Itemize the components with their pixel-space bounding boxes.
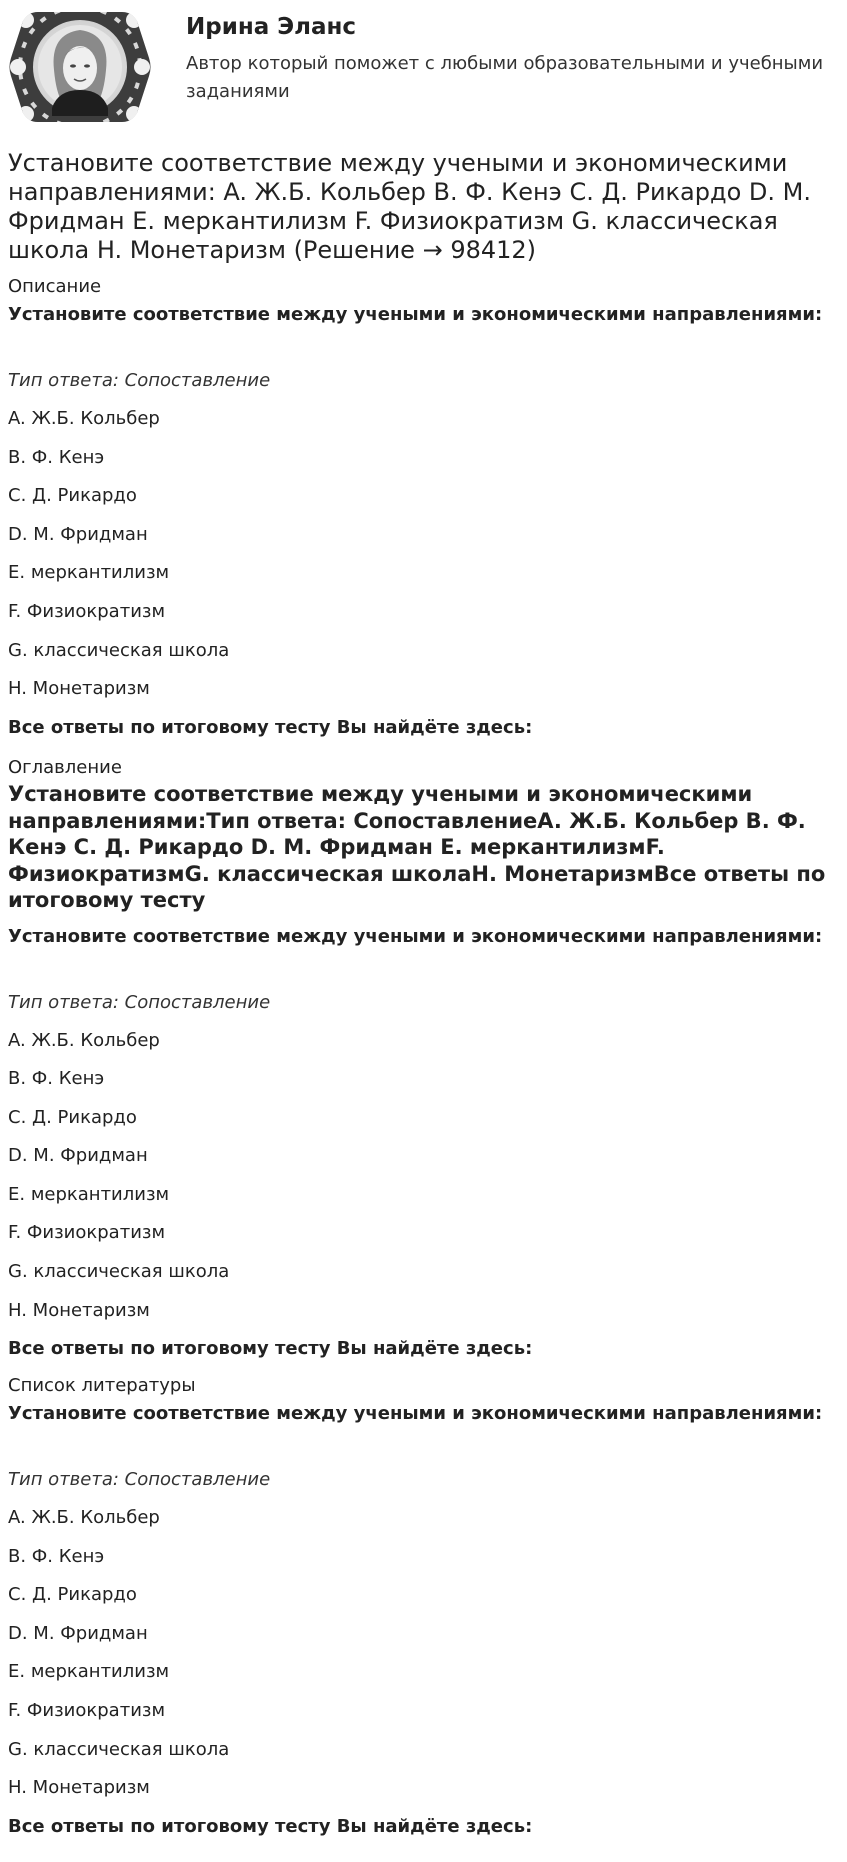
description-section xyxy=(8,276,838,753)
option-a: A. Ж.Б. Кольбер xyxy=(8,1029,160,1051)
literature-section xyxy=(8,1375,838,1852)
toc-section xyxy=(8,757,838,1374)
option-b: B. Ф. Кенэ xyxy=(8,446,105,468)
toc-heading: Установите соответствие между учеными и экономическими направлениями:Тип ответа: СопоставлениеA. Ж.Б. Кольбер B. Ф. Кенэ C. Д. Рикардо D. М. Фридман E. меркантилизмF. ФизиократизмG. классическая школаH. МонетаризмВсе ответы по итоговому тесту xyxy=(8,782,826,912)
question-text: Установите соответствие между учеными и экономическими направлениями: xyxy=(8,1403,823,1424)
option-c: C. Д. Рикардо xyxy=(8,485,137,507)
description-label: Описание xyxy=(8,276,102,297)
option-h: H. Монетаризм xyxy=(8,1777,150,1799)
toc-label: Оглавление xyxy=(8,757,122,778)
page-title: Установите соответствие между учеными и экономическими направлениями: A. Ж.Б. Кольбер B. Ф. Кенэ C. Д. Рикардо D. М. Фридман E. меркантилизм F. Физиократизм G. классическая школа H. Монетаризм (Решение → 98412) xyxy=(8,149,811,264)
option-c: C. Д. Рикардо xyxy=(8,1106,137,1128)
author-name[interactable]: Ирина Эланс xyxy=(186,14,357,40)
author-avatar xyxy=(8,6,152,128)
author-block xyxy=(0,0,847,264)
option-e: E. меркантилизм xyxy=(8,1183,170,1205)
question-text: Установите соответствие между учеными и экономическими направлениями: xyxy=(8,304,823,325)
question-text: Установите соответствие между учеными и экономическими направлениями: xyxy=(8,925,823,947)
answer-type: Тип ответа: Сопоставление xyxy=(8,370,271,391)
literature-label: Список литературы xyxy=(8,1375,196,1396)
answer-type: Тип ответа: Сопоставление xyxy=(8,1469,271,1490)
all-answers-note: Все ответы по итоговому тесту Вы найдёте здесь: xyxy=(8,1815,533,1837)
all-answers-note: Все ответы по итоговому тесту Вы найдёте здесь: xyxy=(8,716,533,738)
option-e: E. меркантилизм xyxy=(8,1661,170,1683)
option-h: H. Монетаризм xyxy=(8,678,150,700)
author-description: Автор который поможет с любыми образовательными и учебными заданиями xyxy=(186,53,824,102)
option-f: F. Физиократизм xyxy=(8,600,166,622)
all-answers-note: Все ответы по итоговому тесту Вы найдёте здесь: xyxy=(8,1338,533,1360)
option-b: B. Ф. Кенэ xyxy=(8,1545,105,1567)
option-h: H. Монетаризм xyxy=(8,1299,150,1321)
answer-type: Тип ответа: Сопоставление xyxy=(8,991,271,1013)
option-a: A. Ж.Б. Кольбер xyxy=(8,408,160,429)
option-d: D. М. Фридман xyxy=(8,1145,148,1167)
option-d: D. М. Фридман xyxy=(8,1622,148,1644)
option-f: F. Физиократизм xyxy=(8,1699,166,1721)
option-a: A. Ж.Б. Кольбер xyxy=(8,1507,160,1528)
option-g: G. классическая школа xyxy=(8,639,230,661)
option-c: C. Д. Рикардо xyxy=(8,1584,137,1606)
option-b: B. Ф. Кенэ xyxy=(8,1068,105,1090)
option-e: E. меркантилизм xyxy=(8,562,170,584)
option-d: D. М. Фридман xyxy=(8,523,148,545)
option-g: G. классическая школа xyxy=(8,1738,230,1760)
option-g: G. классическая школа xyxy=(8,1261,230,1283)
option-f: F. Физиократизм xyxy=(8,1222,166,1244)
